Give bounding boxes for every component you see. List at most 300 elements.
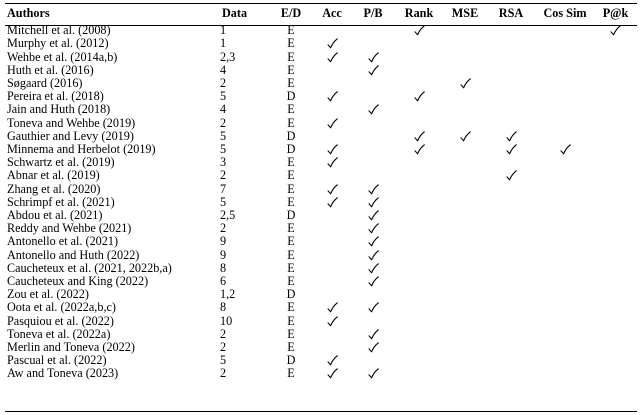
ed-cell: D [286, 208, 296, 223]
metric-cell-pb [352, 341, 394, 354]
metric-cell-pb [352, 64, 394, 77]
ed-cell: E [287, 301, 295, 315]
header-rsa: RSA [498, 6, 524, 20]
metric-cell-pb [352, 37, 394, 50]
metric-cell-acc [312, 90, 352, 103]
ed-cell: E [287, 116, 295, 130]
data-cell: 2 [220, 116, 227, 130]
metric-cell-pb [352, 90, 394, 103]
metric-cell-cos-sim [536, 314, 594, 327]
data-cell: 2 [220, 327, 227, 341]
table-row [5, 248, 637, 261]
data-cell: 2 [220, 340, 227, 355]
metric-cell-rank [394, 222, 444, 235]
metric-cell-pb [352, 50, 394, 63]
ed-cell: E [287, 314, 295, 328]
metric-cell-p-at-k [594, 156, 637, 169]
metric-cell-pb [352, 156, 394, 169]
metric-cell-acc [312, 24, 352, 37]
metric-cell-mse [444, 143, 486, 156]
metric-cell-rsa [486, 24, 536, 37]
data-cell: 2 [220, 169, 227, 183]
metric-cell-cos-sim [536, 90, 594, 103]
checkmark-icon [506, 170, 517, 182]
metric-cell-pb [352, 182, 394, 195]
ed-cell: D [286, 288, 296, 302]
metric-cell-mse [444, 116, 486, 129]
ed-cell: E [287, 195, 295, 209]
metric-cell-pb [352, 116, 394, 129]
metric-cell-rank [394, 209, 444, 222]
checkmark-icon [560, 144, 571, 156]
ed-cell: E [287, 50, 295, 64]
ed-cell: D [286, 142, 296, 156]
data-cell: 1 [220, 37, 227, 51]
metric-cell-cos-sim [536, 169, 594, 182]
ed-cell: E [287, 235, 295, 249]
metric-cell-p-at-k [594, 328, 637, 341]
metric-cell-rank [394, 341, 444, 354]
metric-cell-rank [394, 248, 444, 261]
metric-cell-cos-sim [536, 354, 594, 367]
table-row [5, 301, 637, 314]
metric-cell-p-at-k [594, 235, 637, 248]
metric-cell-rank [394, 24, 444, 37]
checkmark-icon [327, 52, 338, 64]
metric-cell-acc [312, 367, 352, 380]
metric-cell-rank [394, 130, 444, 143]
metric-cell-rsa [486, 314, 536, 327]
metric-cell-pb [352, 209, 394, 222]
metric-cell-acc [312, 248, 352, 261]
checkmark-icon [368, 368, 379, 380]
metric-cell-rsa [486, 103, 536, 116]
ed-cell: D [286, 90, 296, 104]
ed-cell: E [287, 261, 295, 275]
metric-cell-mse [444, 24, 486, 37]
metric-cell-p-at-k [594, 248, 637, 261]
metric-cell-rank [394, 103, 444, 116]
checkmark-icon [368, 302, 379, 314]
header-row [5, 3, 637, 24]
metric-cell-cos-sim [536, 262, 594, 275]
data-cell: 2,3 [220, 50, 236, 64]
data-cell: 9 [220, 235, 227, 249]
metric-cell-acc [312, 196, 352, 209]
author-cell: Toneva and Wehbe (2019) [7, 116, 136, 130]
metric-cell-pb [352, 367, 394, 380]
header-acc: Acc [322, 6, 342, 20]
metric-cell-pb [352, 328, 394, 341]
metric-cell-mse [444, 341, 486, 354]
metric-cell-rank [394, 235, 444, 248]
metric-cell-acc [312, 222, 352, 235]
metric-cell-p-at-k [594, 90, 637, 103]
metric-cell-p-at-k [594, 37, 637, 50]
checkmark-icon [460, 78, 471, 90]
table-row [5, 262, 637, 275]
metric-cell-mse [444, 314, 486, 327]
metric-cell-p-at-k [594, 24, 637, 37]
metric-cell-acc [312, 182, 352, 195]
metric-cell-cos-sim [536, 209, 594, 222]
table-row [5, 130, 637, 143]
checkmark-icon [368, 184, 379, 196]
data-cell: 2 [220, 367, 227, 381]
metric-cell-pb [352, 262, 394, 275]
data-cell: 5 [220, 354, 227, 368]
author-cell: Pascual et al. (2022) [7, 354, 107, 368]
metric-cell-pb [352, 314, 394, 327]
metric-cell-mse [444, 262, 486, 275]
header-rule [5, 25, 637, 26]
ed-cell: E [287, 24, 295, 38]
metric-cell-pb [352, 288, 394, 301]
table-row [5, 328, 637, 341]
metric-cell-mse [444, 354, 486, 367]
checkmark-icon [414, 91, 425, 103]
metric-cell-acc [312, 64, 352, 77]
metric-cell-acc [312, 156, 352, 169]
author-cell: Mitchell et al. (2008) [7, 24, 111, 38]
header-cos-sim: Cos Sim [543, 6, 587, 20]
metric-cell-rank [394, 275, 444, 288]
metric-cell-rsa [486, 209, 536, 222]
checkmark-icon [327, 197, 338, 209]
metric-cell-rsa [486, 248, 536, 261]
metric-cell-mse [444, 196, 486, 209]
checkmark-icon [506, 131, 517, 143]
metric-cell-cos-sim [536, 275, 594, 288]
data-cell: 8 [220, 261, 227, 275]
metric-cell-p-at-k [594, 64, 637, 77]
metric-cell-cos-sim [536, 301, 594, 314]
metric-cell-rank [394, 301, 444, 314]
author-cell: Reddy and Wehbe (2021) [7, 222, 132, 236]
table-row [5, 235, 637, 248]
metric-cell-rank [394, 77, 444, 90]
checkmark-icon [368, 263, 379, 275]
table-body [5, 24, 637, 380]
metric-cell-mse [444, 235, 486, 248]
table-row [5, 288, 637, 301]
metric-cell-mse [444, 50, 486, 63]
metric-cell-pb [352, 196, 394, 209]
data-cell: 1 [220, 24, 227, 38]
metric-cell-rsa [486, 367, 536, 380]
table-row [5, 90, 637, 103]
table-row [5, 196, 637, 209]
data-cell: 10 [220, 314, 233, 328]
metric-cell-acc [312, 37, 352, 50]
author-cell: Antonello et al. (2021) [7, 235, 119, 249]
author-cell: Schrimpf et al. (2021) [7, 195, 115, 209]
author-cell: Huth et al. (2016) [7, 63, 94, 77]
data-cell: 5 [220, 129, 227, 143]
ed-cell: D [286, 354, 296, 368]
metric-cell-rank [394, 143, 444, 156]
author-cell: Schwartz et al. (2019) [7, 156, 115, 170]
checkmark-icon [506, 144, 517, 156]
metric-cell-mse [444, 248, 486, 261]
checkmark-icon [327, 302, 338, 314]
metric-cell-mse [444, 77, 486, 90]
metric-cell-p-at-k [594, 301, 637, 314]
metric-cell-rsa [486, 50, 536, 63]
checkmark-icon [368, 276, 379, 288]
ed-cell: E [287, 103, 295, 117]
metric-cell-rank [394, 367, 444, 380]
table-row [5, 156, 637, 169]
metric-cell-cos-sim [536, 156, 594, 169]
author-cell: Abdou et al. (2021) [7, 208, 103, 223]
metric-cell-acc [312, 288, 352, 301]
data-cell: 2 [220, 76, 227, 90]
checkmark-icon [610, 25, 621, 37]
author-cell: Zou et al. (2022) [7, 288, 89, 302]
ed-cell: E [287, 340, 295, 355]
metric-cell-rsa [486, 262, 536, 275]
ed-cell: E [287, 37, 295, 51]
checkmark-icon [368, 223, 379, 235]
metric-cell-rsa [486, 77, 536, 90]
metric-cell-acc [312, 209, 352, 222]
metric-cell-cos-sim [536, 116, 594, 129]
ed-cell: E [287, 222, 295, 236]
metric-cell-acc [312, 314, 352, 327]
metric-cell-acc [312, 275, 352, 288]
author-cell: Oota et al. (2022a,b,c) [7, 301, 116, 315]
author-cell: Zhang et al. (2020) [7, 182, 101, 196]
comparison-table [5, 3, 637, 380]
metric-cell-rsa [486, 328, 536, 341]
metric-cell-rank [394, 196, 444, 209]
data-cell: 8 [220, 301, 227, 315]
metric-cell-acc [312, 328, 352, 341]
metric-cell-mse [444, 169, 486, 182]
metric-cell-cos-sim [536, 143, 594, 156]
data-cell: 4 [220, 103, 227, 117]
table-row [5, 354, 637, 367]
metric-cell-rsa [486, 64, 536, 77]
metric-cell-acc [312, 235, 352, 248]
metric-cell-mse [444, 103, 486, 116]
table-row [5, 77, 637, 90]
metric-cell-rsa [486, 130, 536, 143]
metric-cell-rank [394, 354, 444, 367]
metric-cell-mse [444, 367, 486, 380]
checkmark-icon [327, 368, 338, 380]
table-row [5, 275, 637, 288]
metric-cell-rsa [486, 156, 536, 169]
metric-cell-mse [444, 222, 486, 235]
author-cell: Abnar et al. (2019) [7, 169, 100, 183]
metric-cell-mse [444, 130, 486, 143]
metric-cell-cos-sim [536, 182, 594, 195]
data-cell: 4 [220, 63, 227, 77]
metric-cell-rsa [486, 288, 536, 301]
data-cell: 5 [220, 142, 227, 156]
comparison-table-container [5, 3, 637, 380]
header-mse: MSE [451, 6, 479, 20]
author-cell: Caucheteux and King (2022) [7, 274, 149, 289]
ed-cell: D [286, 129, 296, 143]
metric-cell-acc [312, 130, 352, 143]
metric-cell-mse [444, 90, 486, 103]
data-cell: 5 [220, 90, 227, 104]
checkmark-icon [327, 38, 338, 50]
metric-cell-rank [394, 50, 444, 63]
metric-cell-pb [352, 354, 394, 367]
checkmark-icon [368, 210, 379, 222]
metric-cell-p-at-k [594, 143, 637, 156]
table-row [5, 103, 637, 116]
checkmark-icon [327, 144, 338, 156]
metric-cell-rank [394, 156, 444, 169]
ed-cell: E [287, 169, 295, 183]
ed-cell: E [287, 327, 295, 341]
metric-cell-acc [312, 169, 352, 182]
metric-cell-pb [352, 301, 394, 314]
table-row [5, 209, 637, 222]
data-cell: 6 [220, 274, 227, 289]
author-cell: Søgaard (2016) [7, 76, 83, 90]
metric-cell-pb [352, 103, 394, 116]
metric-cell-acc [312, 354, 352, 367]
table-row [5, 182, 637, 195]
author-cell: Pasquiou et al. (2022) [7, 314, 114, 328]
metric-cell-acc [312, 103, 352, 116]
metric-cell-acc [312, 341, 352, 354]
metric-cell-cos-sim [536, 50, 594, 63]
metric-cell-cos-sim [536, 64, 594, 77]
metric-cell-rsa [486, 301, 536, 314]
author-cell: Caucheteux et al. (2021, 2022b,a) [7, 261, 172, 275]
ed-cell: E [287, 182, 295, 196]
data-cell: 1,2 [220, 288, 236, 302]
ed-cell: E [287, 248, 295, 262]
metric-cell-cos-sim [536, 196, 594, 209]
metric-cell-acc [312, 262, 352, 275]
header-data: Data [222, 6, 248, 20]
metric-cell-pb [352, 275, 394, 288]
metric-cell-p-at-k [594, 182, 637, 195]
metric-cell-p-at-k [594, 262, 637, 275]
metric-cell-mse [444, 182, 486, 195]
author-cell: Merlin and Toneva (2022) [7, 340, 135, 355]
metric-cell-cos-sim [536, 341, 594, 354]
metric-cell-cos-sim [536, 103, 594, 116]
author-cell: Gauthier and Levy (2019) [7, 129, 134, 143]
metric-cell-rank [394, 37, 444, 50]
metric-cell-mse [444, 37, 486, 50]
header-p-at-k: P@k [602, 6, 629, 20]
table-row [5, 222, 637, 235]
metric-cell-rank [394, 90, 444, 103]
top-rule [5, 3, 637, 4]
metric-cell-p-at-k [594, 196, 637, 209]
data-cell: 7 [220, 182, 227, 196]
metric-cell-p-at-k [594, 209, 637, 222]
metric-cell-cos-sim [536, 235, 594, 248]
metric-cell-p-at-k [594, 275, 637, 288]
metric-cell-cos-sim [536, 328, 594, 341]
author-cell: Minnema and Herbelot (2019) [7, 142, 156, 156]
metric-cell-cos-sim [536, 130, 594, 143]
metric-cell-rsa [486, 90, 536, 103]
ed-cell: E [287, 76, 295, 90]
author-cell: Pereira et al. (2018) [7, 90, 104, 104]
metric-cell-rsa [486, 169, 536, 182]
metric-cell-mse [444, 288, 486, 301]
metric-cell-p-at-k [594, 50, 637, 63]
metric-cell-cos-sim [536, 222, 594, 235]
metric-cell-rank [394, 314, 444, 327]
metric-cell-acc [312, 116, 352, 129]
checkmark-icon [368, 250, 379, 262]
table-row [5, 143, 637, 156]
table-row [5, 116, 637, 129]
metric-cell-p-at-k [594, 354, 637, 367]
metric-cell-p-at-k [594, 130, 637, 143]
metric-cell-rsa [486, 222, 536, 235]
metric-cell-mse [444, 328, 486, 341]
ed-cell: E [287, 156, 295, 170]
metric-cell-p-at-k [594, 367, 637, 380]
metric-cell-rsa [486, 116, 536, 129]
checkmark-icon [327, 91, 338, 103]
table-row [5, 50, 637, 63]
metric-cell-p-at-k [594, 288, 637, 301]
header-ed: E/D [280, 6, 302, 20]
table-row [5, 367, 637, 380]
checkmark-icon [414, 144, 425, 156]
checkmark-icon [368, 52, 379, 64]
metric-cell-acc [312, 77, 352, 90]
table-row [5, 314, 637, 327]
data-cell: 2,5 [220, 208, 236, 223]
author-cell: Antonello and Huth (2022) [7, 248, 140, 262]
table-row [5, 37, 637, 50]
metric-cell-cos-sim [536, 37, 594, 50]
checkmark-icon [368, 329, 379, 341]
metric-cell-mse [444, 64, 486, 77]
metric-cell-acc [312, 301, 352, 314]
checkmark-icon [368, 236, 379, 248]
metric-cell-acc [312, 143, 352, 156]
metric-cell-pb [352, 169, 394, 182]
author-cell: Murphy et al. (2012) [7, 37, 109, 51]
author-cell: Wehbe et al. (2014a,b) [7, 50, 118, 64]
metric-cell-cos-sim [536, 288, 594, 301]
author-cell: Jain and Huth (2018) [7, 103, 111, 117]
metric-cell-p-at-k [594, 77, 637, 90]
bottom-rule [5, 411, 637, 412]
metric-cell-rsa [486, 196, 536, 209]
metric-cell-rank [394, 262, 444, 275]
metric-cell-rsa [486, 182, 536, 195]
author-cell: Aw and Toneva (2023) [7, 367, 119, 381]
metric-cell-rank [394, 169, 444, 182]
metric-cell-mse [444, 275, 486, 288]
ed-cell: E [287, 63, 295, 77]
metric-cell-mse [444, 209, 486, 222]
checkmark-icon [327, 157, 338, 169]
checkmark-icon [327, 184, 338, 196]
metric-cell-p-at-k [594, 103, 637, 116]
metric-cell-cos-sim [536, 24, 594, 37]
metric-cell-rsa [486, 143, 536, 156]
